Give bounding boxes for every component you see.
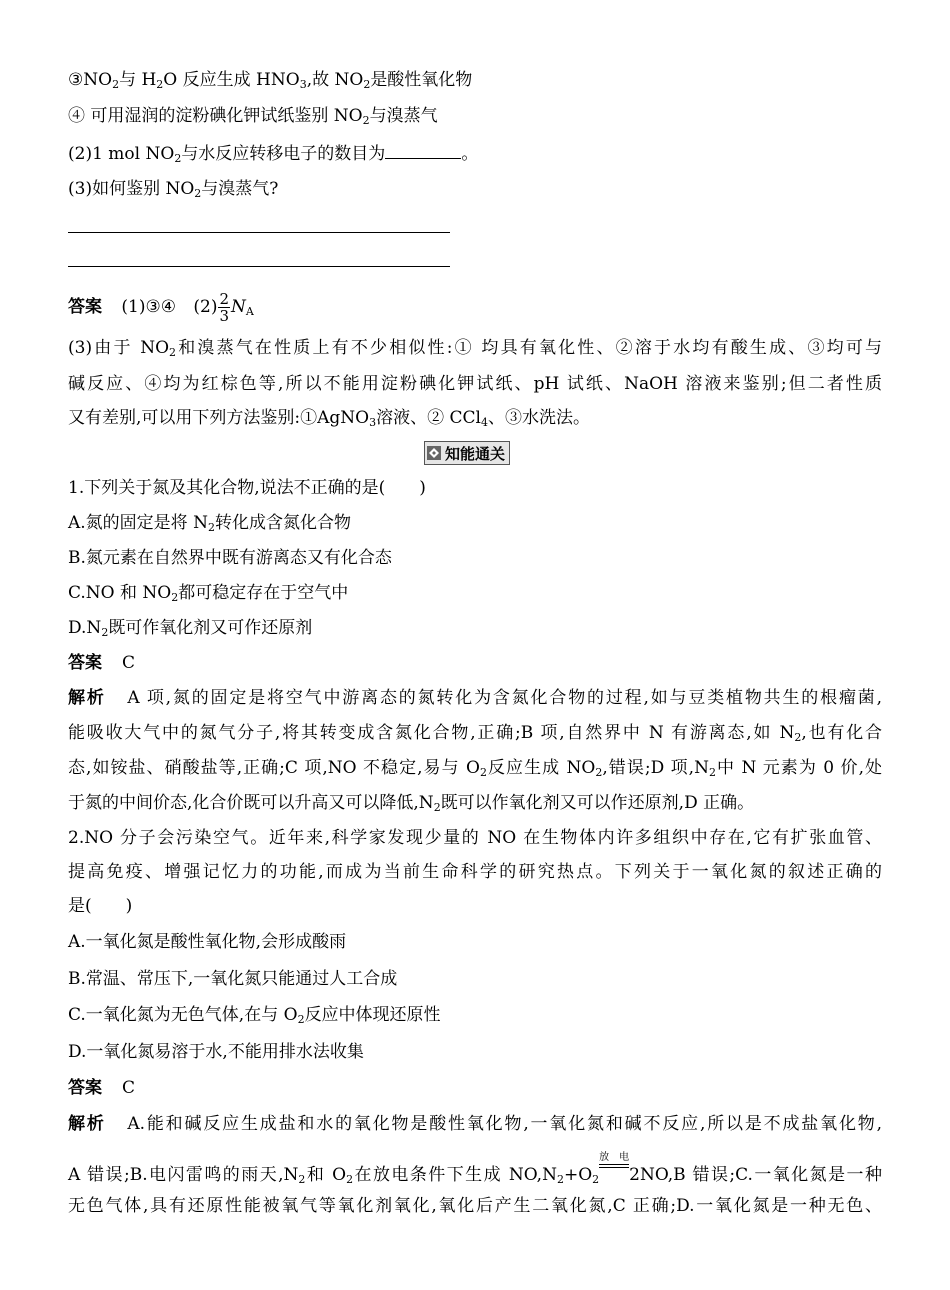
q1-explanation-1: 解析 A 项,氮的固定是将空气中游离态的氮转化为含氮化合物的过程,如与豆类植物共生的根瘤菌, bbox=[68, 688, 883, 708]
statement-4: ④ 可用湿润的淀粉碘化钾试纸鉴别 $NO_2$与溴蒸气 bbox=[68, 106, 438, 127]
subquestion-2: (2)1 mol $NO_2$与水反应转移电子的数目为 。 bbox=[68, 140, 478, 166]
q2-explanation-3: 无色气体,具有还原性能被氧气等氧化剂氧化,氧化后产生二氧化氮,C 正确;D.一氧化氮是一种无色、 bbox=[68, 1196, 882, 1216]
q1-answer: 答案 C bbox=[68, 653, 136, 673]
q2-option-d: D.一氧化氮易溶于水,不能用排水法收集 bbox=[68, 1042, 364, 1062]
subquestion-3: (3)如何鉴别 $NO_2$与溴蒸气? bbox=[68, 179, 279, 200]
statement-3: $③NO_2$与 $H_2O$ 反应生成 $HNO_3$,故 $NO_2$是酸性氧化物 bbox=[68, 70, 473, 91]
q2-stem-3: 是( ) bbox=[68, 896, 133, 916]
q2-option-c: C.一氧化氮为无色气体,在与 $O_2$反应中体现还原性 bbox=[68, 1005, 441, 1026]
q2-option-a: A.一氧化氮是酸性氧化物,会形成酸雨 bbox=[68, 932, 347, 952]
q2-option-b: B.常温、常压下,一氧化氮只能通过人工合成 bbox=[68, 969, 398, 989]
section-title: 知能通关 bbox=[445, 444, 506, 463]
answer-blank bbox=[385, 140, 461, 159]
q2-stem-2: 提高免疫、增强记忆力的功能,而成为当前生命科学的研究热点。下列关于一氧化氮的叙述正确的 bbox=[68, 862, 882, 882]
answer-line-1 bbox=[68, 232, 450, 233]
answer-line: 答案 (1)③④ (2) $\frac{2}{3}$ NA bbox=[68, 290, 254, 325]
q1-option-d: $D.N_2$既可作氧化剂又可作还原剂 bbox=[68, 618, 313, 639]
q2-stem-1: 2.NO 分子会污染空气。近年来,科学家发现少量的 NO 在生物体内许多组织中存在,它有扩张血管、 bbox=[68, 828, 882, 848]
reaction-condition-arrow: 放电 bbox=[599, 1160, 629, 1180]
q1-option-b: B.氮元素在自然界中既有游离态又有化合态 bbox=[68, 548, 392, 568]
explanation-line-3: 又有差别,可以用下列方法鉴别:①AgNO$_3$溶液、② CCl$_4$、③水洗法。 bbox=[68, 408, 590, 429]
q1-explanation-4: 于氮的中间价态,化合价既可以升高又可以降低$,N_2$既可以作氧化剂又可以作还原剂,D 正确。 bbox=[68, 793, 755, 814]
explanation-line-2: 碱反应、④均为红棕色等,所以不能用淀粉碘化钾试纸、pH 试纸、NaOH 溶液来鉴别;但二者性质 bbox=[68, 374, 882, 394]
q2-answer: 答案 C bbox=[68, 1078, 136, 1098]
explanation-line-1: (3)由于 $NO_2$和溴蒸气在性质上有不少相似性:① 均具有氧化性、②溶于水均有酸生成、③均可与 bbox=[68, 338, 883, 359]
q1-explanation-3: 态,如铵盐、硝酸盐等,正确;C 项,NO 不稳定,易与 $O_2$反应生成 $NO_2$,错误;D 项$,N_2$中 N 元素为 0 价,处 bbox=[68, 758, 882, 779]
q1-option-a: A.氮的固定是将 $N_2$转化成含氮化合物 bbox=[68, 513, 351, 534]
q1-explanation-2: 能吸收大气中的氮气分子,将其转变成含氮化合物,正确;B 项,自然界中 N 有游离态,如 $N_2$,也有化合 bbox=[68, 723, 882, 744]
q1-stem: 1.下列关于氮及其化合物,说法不正确的是( ) bbox=[68, 478, 426, 498]
section-heading bbox=[424, 441, 510, 465]
q2-explanation-1: 解析 A.能和碱反应生成盐和水的氧化物是酸性氧化物,一氧化氮和碱不反应,所以是不成盐氧化物, bbox=[68, 1114, 883, 1134]
q1-option-c: C.NO 和 $NO_2$都可稳定存在于空气中 bbox=[68, 583, 349, 604]
q2-explanation-2: A 错误;B.电闪雷鸣的雨天$,N_2$和 $O_2$在放电条件下生成 $NO,N_2+O_2$ 放电 2NO,B 错误;C.一氧化氮是一种 bbox=[68, 1152, 882, 1186]
fraction: $\frac{2}{3}$ bbox=[219, 290, 230, 325]
answer-label: 答案 bbox=[68, 297, 102, 317]
diamond-icon bbox=[427, 446, 441, 460]
answer-line-2 bbox=[68, 266, 450, 267]
